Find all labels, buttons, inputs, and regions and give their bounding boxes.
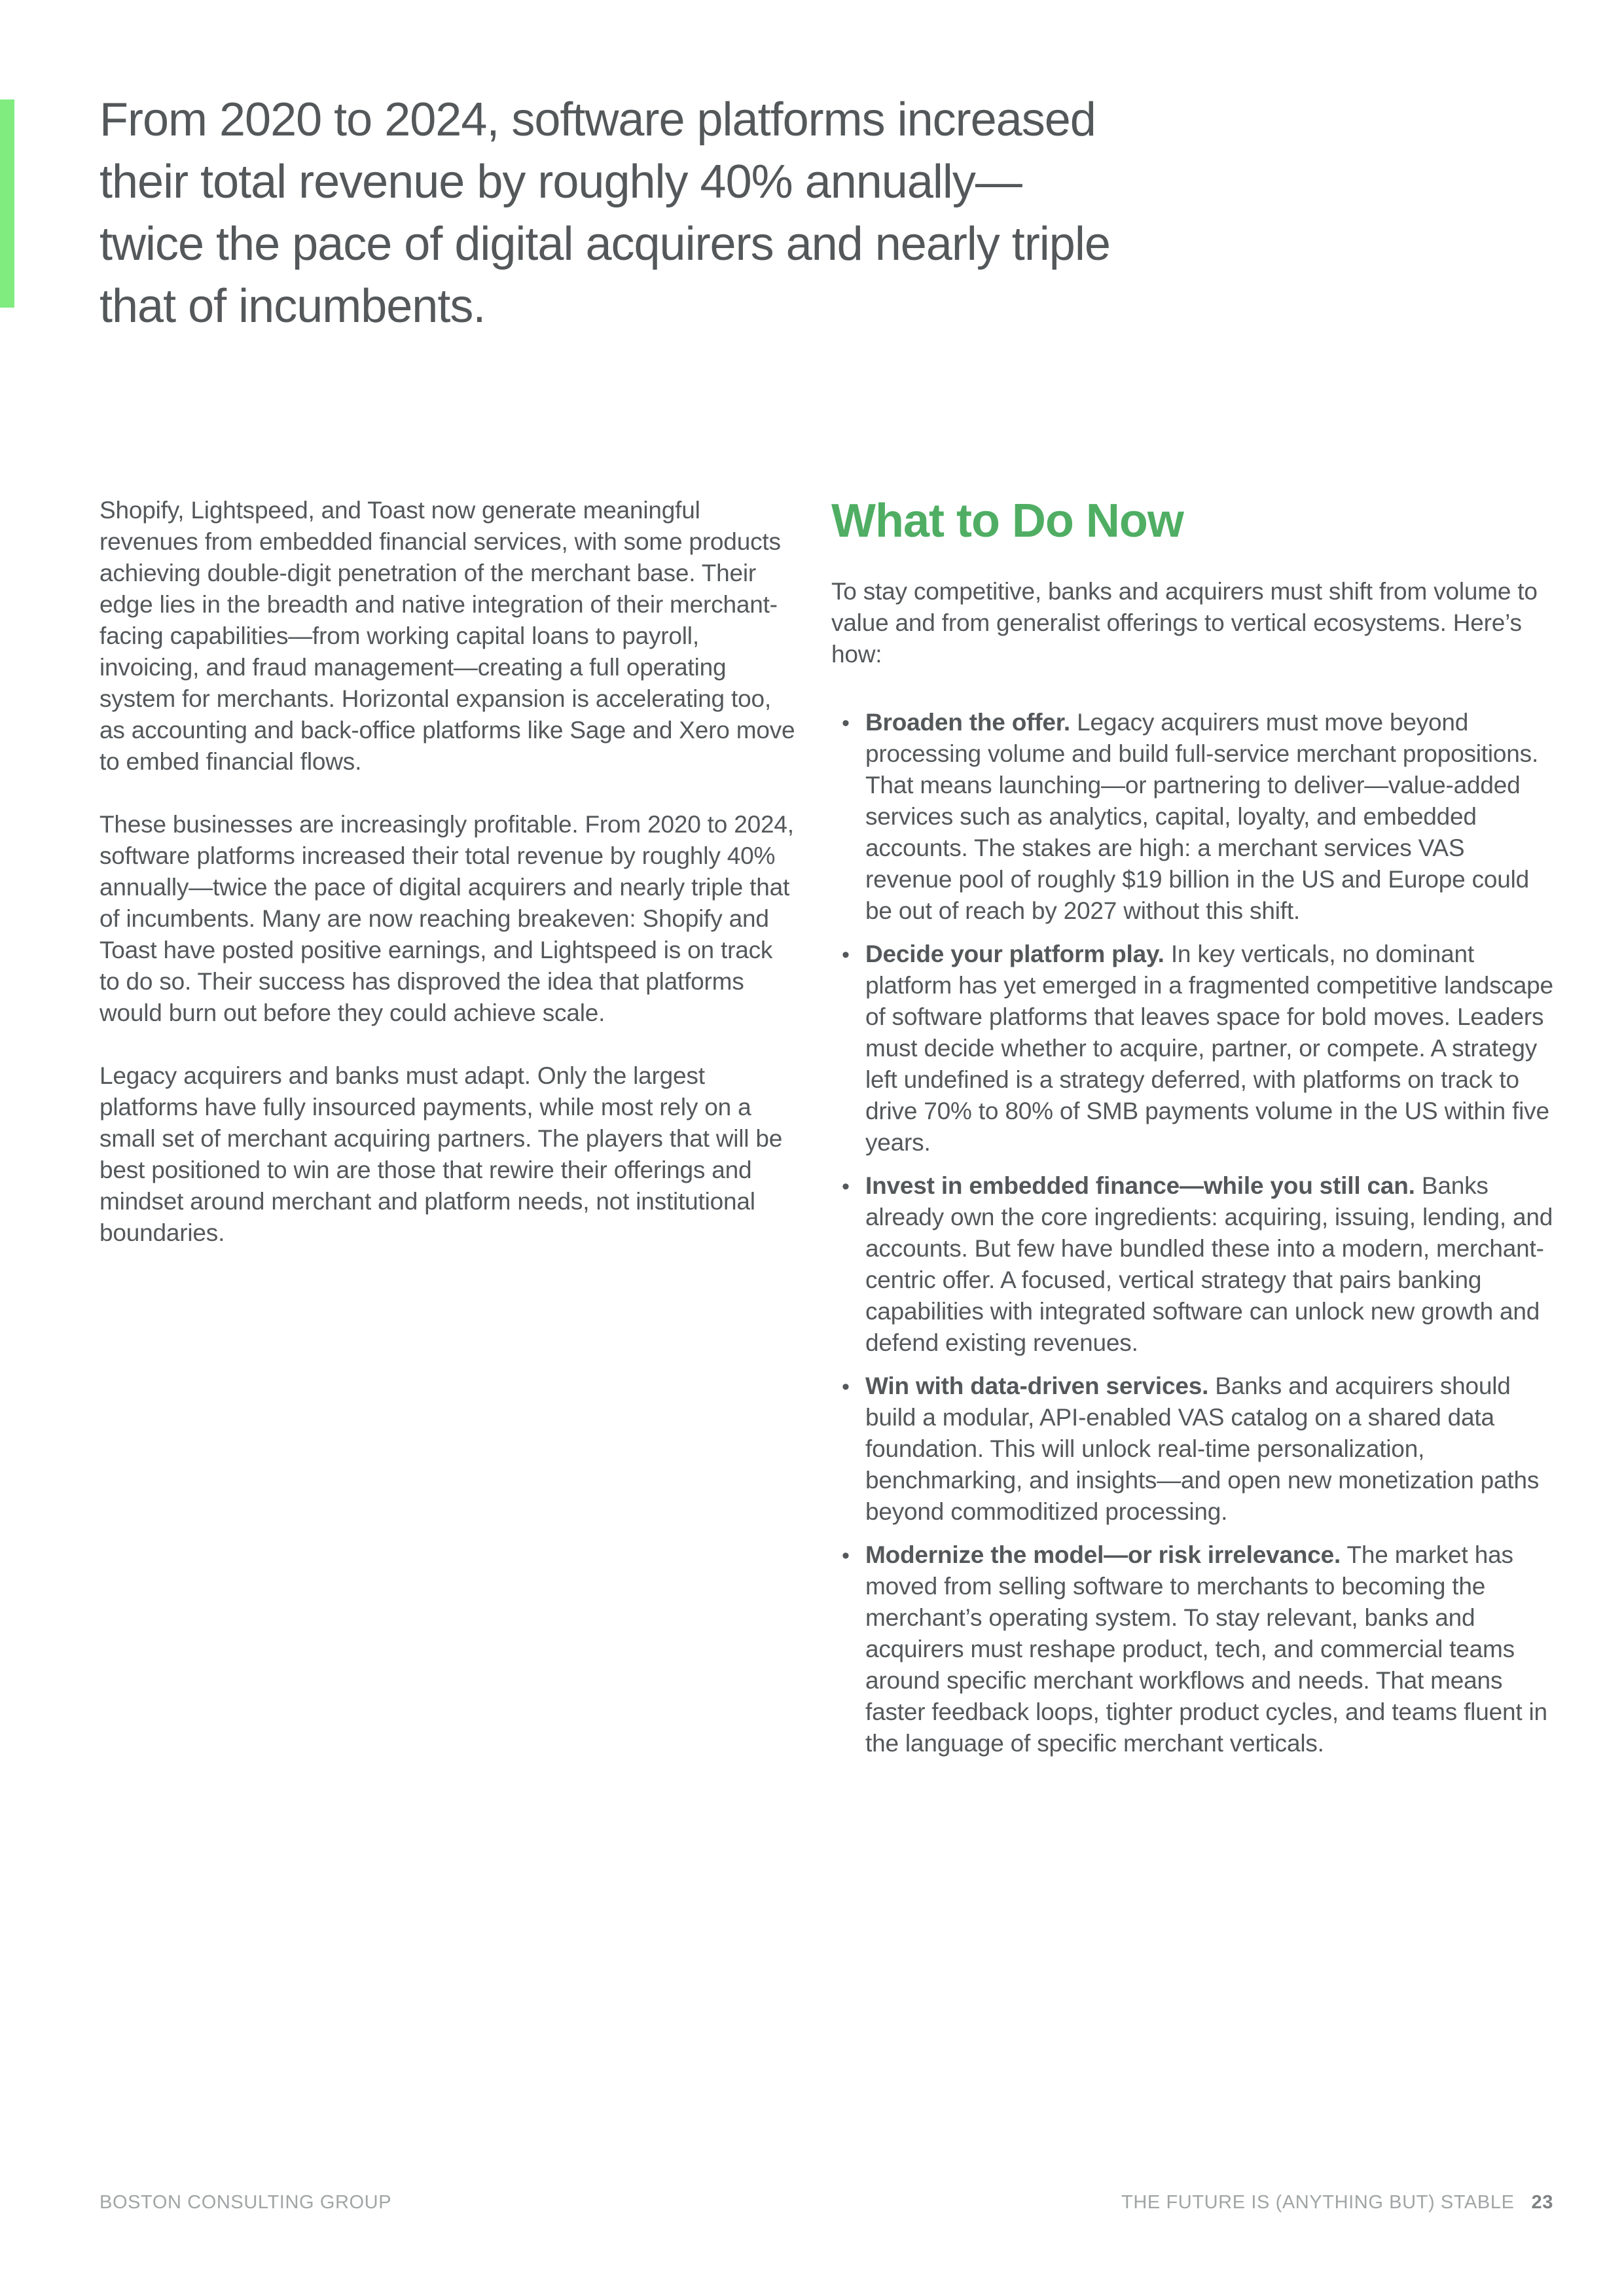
left-column bbox=[99, 495, 799, 1280]
page-title-line: that of incumbents. bbox=[99, 280, 486, 332]
bullet-icon: • bbox=[842, 1174, 850, 1199]
action-item-lead: Decide your platform play. bbox=[865, 941, 1164, 967]
page-title-line: From 2020 to 2024, software platforms increased bbox=[99, 94, 1096, 146]
page-number: 23 bbox=[1531, 2192, 1553, 2213]
action-item-text: Banks and acquirers should build a modular, API-enabled VAS catalog on a shared data foundation. This will unlock real-time personalization, benchmarking, and insights—and open new monetization paths beyond commoditized processing. bbox=[865, 1372, 1540, 1525]
footer-report-title: THE FUTURE IS (ANYTHING BUT) STABLE bbox=[1121, 2192, 1515, 2213]
body-paragraph: Shopify, Lightspeed, and Toast now generate meaningful revenues from embedded financial services, with some products achieving double-digit penetration of the merchant base. Their edge lies in the breadth and native integration of their merchant-facing capabilities—from working capital loans to payroll, invoicing, and fraud management—creating a full operating system for merchants. Horizontal expansion is accelerating too, as accounting and back-office platforms like Sage and Xero move to embed financial flows. bbox=[99, 497, 795, 775]
section-intro: To stay competitive, banks and acquirers must shift from volume to value and from generalist offerings to vertical ecosystems. Here’s how: bbox=[831, 578, 1538, 668]
right-column bbox=[831, 495, 1555, 1771]
page-title bbox=[99, 89, 1278, 338]
action-item bbox=[831, 707, 1555, 927]
action-list bbox=[831, 707, 1555, 1759]
action-item-lead: Modernize the model—or risk irrelevance. bbox=[865, 1541, 1341, 1568]
section-heading: What to Do Now bbox=[831, 495, 1183, 547]
footer-brand: BOSTON CONSULTING GROUP bbox=[99, 2192, 392, 2213]
action-item bbox=[831, 939, 1555, 1158]
action-item-lead: Win with data-driven services. bbox=[865, 1372, 1209, 1399]
action-item-lead: Broaden the offer. bbox=[865, 709, 1070, 736]
action-item-text: Banks already own the core ingredients: acquiring, issuing, lending, and accounts. But few have bundled these into a modern, merchant-centric offer. A focused, vertical strategy that pairs banking capabilities with integrated software can unlock new growth and defend existing revenues. bbox=[865, 1172, 1553, 1356]
footer-right bbox=[1121, 2192, 1553, 2214]
action-item-text: In key verticals, no dominant platform has yet emerged in a fragmented competitive landscape of software platforms that leaves space for bold moves. Leaders must decide whether to acquire, partner, or compete. A strategy left undefined is a strategy deferred, with platforms on track to drive 70% to 80% of SMB payments volume in the US within five years. bbox=[865, 941, 1553, 1156]
action-item-text: The market has moved from selling software to merchants to becoming the merchant’s operating system. To stay relevant, banks and acquirers must reshape product, tech, and commercial teams around specific merchant workflows and needs. That means faster feedback loops, tighter product cycles, and teams fluent in the language of specific merchant verticals. bbox=[865, 1541, 1547, 1757]
page-title-line: their total revenue by roughly 40% annually— bbox=[99, 156, 1022, 208]
page-title-line: twice the pace of digital acquirers and nearly triple bbox=[99, 218, 1110, 270]
action-item bbox=[831, 1371, 1555, 1528]
action-item bbox=[831, 1170, 1555, 1359]
action-item-lead: Invest in embedded finance—while you still can. bbox=[865, 1172, 1415, 1199]
bullet-icon: • bbox=[842, 1543, 850, 1568]
headline-accent-bar bbox=[0, 99, 14, 308]
page-footer bbox=[99, 2192, 1553, 2214]
action-item-text: Legacy acquirers must move beyond processing volume and build full-service merchant propositions. That means launching—or partnering to deliver—value-added services such as analytics, capital, loyalty, and embedded accounts. The stakes are high: a merchant services VAS revenue pool of roughly $19 billion in the US and Europe could be out of reach by 2027 without this shift. bbox=[865, 709, 1539, 924]
bullet-icon: • bbox=[842, 711, 850, 736]
bullet-icon: • bbox=[842, 942, 850, 967]
body-paragraph: Legacy acquirers and banks must adapt. Only the largest platforms have fully insourced payments, while most rely on a small set of merchant acquiring partners. The players that will be best positioned to win are those that rewire their offerings and mindset around merchant and platform needs, not institutional boundaries. bbox=[99, 1062, 783, 1246]
body-paragraph: These businesses are increasingly profitable. From 2020 to 2024, software platforms increased their total revenue by roughly 40% annually—twice the pace of digital acquirers and nearly triple that of incumbents. Many are now reaching breakeven: Shopify and Toast have posted positive earnings, and Lightspeed is on track to do so. Their success has disproved the idea that platforms would burn out before they could achieve scale. bbox=[99, 811, 794, 1026]
bullet-icon: • bbox=[842, 1374, 850, 1399]
action-item bbox=[831, 1539, 1555, 1759]
